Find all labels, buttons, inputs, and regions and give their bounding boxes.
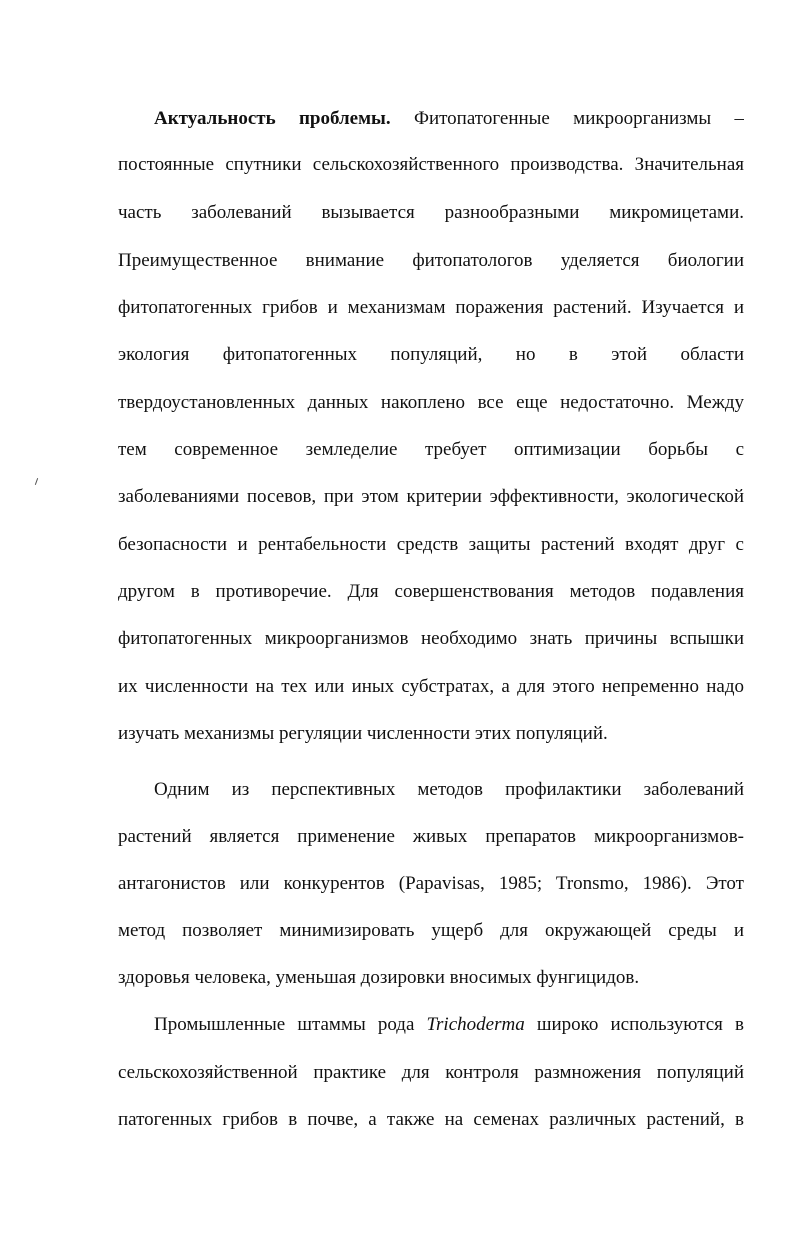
paragraph-3-line-3: патогенных грибов в почве, а также на семенах различных растений, в [118,1109,744,1130]
paragraph-2-line-3: антагонистов или конкурентов (Papavisas, 1985; Tronsmo, 1986). Этот [118,873,744,894]
paragraph-1-line-1 [154,106,744,132]
paragraph-1-line-9: заболеваниями посевов, при этом критерии эффективности, экологической [118,486,744,507]
paragraph-3-line-1-end: широко используются в [536,1014,744,1035]
paragraph-1-line-14: изучать механизмы регуляции численности этих популяций. [118,723,608,744]
paragraph-2-line-1: Одним из перспективных методов профилактики заболеваний [154,779,744,800]
paragraph-1-line-13: их численности на тех или иных субстратах, а для этого непременно надо [118,676,744,697]
paragraph-1-line-4: Преимущественное внимание фитопатологов уделяется биологии [118,250,744,271]
paragraph-3-line-2: сельскохозяйственной практике для контроля размножения популяций [118,1062,744,1083]
section-heading: Актуальность проблемы. [154,108,391,129]
genus-name: Trichoderma [426,1014,525,1035]
paragraph-1-line-10: безопасности и рентабельности средств защиты растений входят друг с [118,534,744,555]
paragraph-1-line-1-text: Фитопатогенные микроорганизмы – [413,108,744,129]
paragraph-1-line-12: фитопатогенных микроорганизмов необходимо знать причины вспышки [118,628,744,649]
paragraph-1-line-7: твердоустановленных данных накоплено все еще недостаточно. Между [118,392,744,413]
paragraph-1-line-3: часть заболеваний вызывается разнообразными микромицетами. [118,202,744,223]
paragraph-2-line-5: здоровья человека, уменьшая дозировки вносимых фунгицидов. [118,967,640,988]
paragraph-1-line-2: постоянные спутники сельскохозяйственного производства. Значительная [118,154,744,175]
paragraph-1-line-8: тем современное земледелие требует оптимизации борьбы с [118,439,744,460]
paragraph-3-line-1-start: Промышленные штаммы рода [154,1014,415,1035]
paragraph-2-line-4: метод позволяет минимизировать ущерб для окружающей среды и [118,920,744,941]
paragraph-1-line-11: другом в противоречие. Для совершенствования методов подавления [118,581,744,602]
paragraph-1-line-6: экология фитопатогенных популяций, но в этой области [118,344,744,365]
scan-speck [35,478,38,485]
paragraph-2-line-2: растений является применение живых препаратов микроорганизмов- [118,826,744,847]
paragraph-3-line-1 [154,1012,744,1038]
paragraph-1-line-5: фитопатогенных грибов и механизмам поражения растений. Изучается и [118,297,744,318]
